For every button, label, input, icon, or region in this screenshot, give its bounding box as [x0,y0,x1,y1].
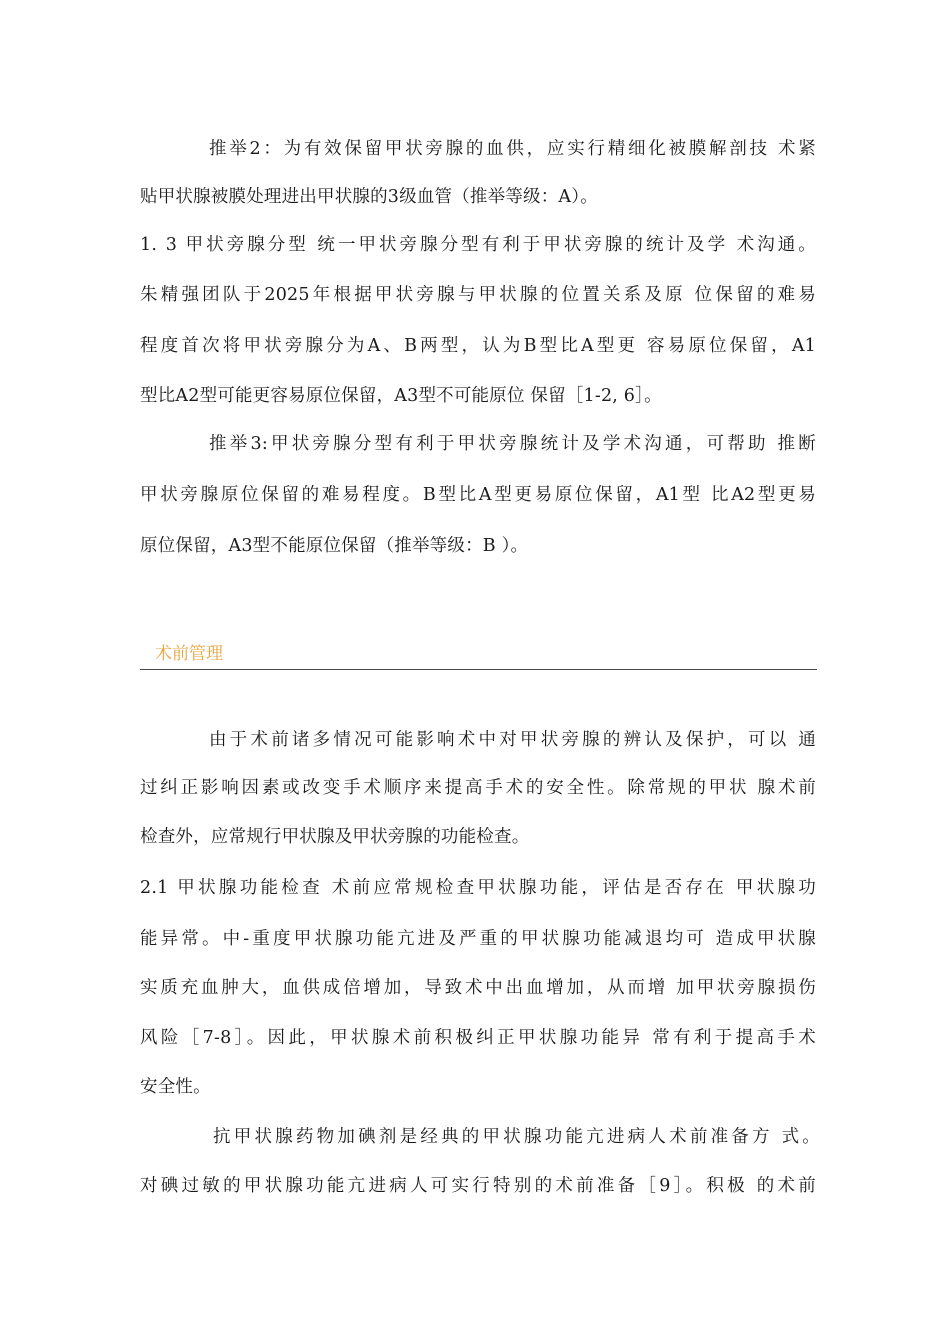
text-line: 甲状旁腺原位保留的难易程度。B型比A型更易原位保留，A1型 比A2型更易 [140,485,816,505]
text-line: 贴甲状腺被膜处理进出甲状腺的3级血管（推举等级：A）。 [140,187,598,207]
text-line: 型比A2型可能更容易原位保留，A3型不可能原位 保留［1-2, 6］。 [140,386,662,406]
text-line: 安全性。 [140,1077,211,1097]
text-line: 由于术前诸多情况可能影响术中对甲状旁腺的辨认及保护，可以 通 [209,730,816,750]
text-line: 推举2：为有效保留甲状旁腺的血供，应实行精细化被膜解剖技 术紧 [209,139,816,159]
text-line: 能异常。中-重度甲状腺功能亢进及严重的甲状腺功能减退均可 造成甲状腺 [140,929,816,949]
text-line: 程度首次将甲状旁腺分为A、B两型，认为B型比A型更 容易原位保留，A1 [140,336,816,356]
text-line: 过纠正影响因素或改变手术顺序来提高手术的安全性。除常规的甲状 腺术前 [140,778,816,798]
text-line: 推举3:甲状旁腺分型有利于甲状旁腺统计及学术沟通，可帮助 推断 [209,434,816,454]
text-line: 抗甲状腺药物加碘剂是经典的甲状腺功能亢进病人术前准备方 式。 [213,1127,820,1147]
text-line: 原位保留，A3型不能原位保留（推举等级：B ）。 [140,536,529,556]
text-line: 2.1 甲状腺功能检查 术前应常规检查甲状腺功能，评估是否存在 甲状腺功 [140,878,816,898]
text-line: 风险［7-8］。因此，甲状腺术前积极纠正甲状腺功能异 常有利于提高手术 [140,1028,816,1048]
text-line: 实质充血肿大，血供成倍增加，导致术中出血增加，从而增 加甲状旁腺损伤 [140,978,816,998]
text-line: 对碘过敏的甲状腺功能亢进病人可实行特别的术前准备［9］。积极 的术前 [140,1176,816,1196]
text-line: 朱精强团队于2025年根据甲状旁腺与甲状腺的位置关系及原 位保留的难易 [140,285,816,305]
text-line: 1. 3 甲状旁腺分型 统一甲状旁腺分型有利于甲状旁腺的统计及学 术沟通。 [140,235,816,255]
section-heading: 术前管理 [155,644,223,664]
heading-divider [140,669,817,670]
text-line: 检查外，应常规行甲状腺及甲状旁腺的功能检查。 [140,827,530,847]
